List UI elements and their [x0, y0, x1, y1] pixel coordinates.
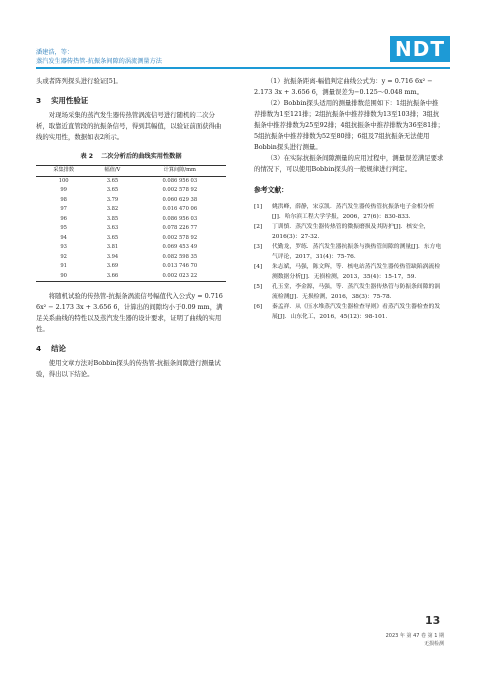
reference-item	[254, 242, 444, 262]
cell-amplitude: 3.65	[106, 177, 119, 184]
section-3-title: 实用性验证	[51, 96, 89, 105]
cell-row-number: 97	[60, 206, 67, 212]
cell-gap: 0.002 023 22	[134, 272, 226, 282]
header-article-title: 蒸汽发生器传热管-抗振条间隙的涡流测量方法	[36, 58, 162, 65]
reference-number: [6]	[254, 304, 263, 310]
cell-amplitude: 3.65	[106, 234, 119, 241]
col-header-gap: 计算间隙/mm	[134, 166, 226, 177]
section-4-paragraph-1: 使用文章方法对Bobbin探头的传热管-抗振条间隙进行测量试验，得出以下结论。	[36, 359, 221, 378]
issue-footer	[386, 632, 444, 648]
table-row	[36, 234, 226, 244]
page-number: 13	[425, 614, 441, 627]
conclusion-1: （1）抗振条距离-幅值判定曲线公式为：y = 0.716 6x² − 2.173 3x + 3.656 6，测量误差为−0.125～0.048 mm。	[254, 77, 433, 96]
section-3-paragraph-2: 将随机试验的传热管-抗振条涡流信号幅值代入公式y = 0.716 6x² − 2.173 3x + 3.656 6，计算出的间隙均小于0.09 mm，满足关系曲线的特性以及蒸汽发生器的设计要求，证明了曲线的实用性。	[36, 292, 223, 333]
cell-amplitude: 3.94	[106, 253, 119, 260]
references-list	[254, 202, 444, 322]
cell-gap: 0.078 226 77	[162, 225, 198, 231]
cell-amplitude: 3.85	[106, 215, 119, 222]
reference-number: [1]	[254, 204, 263, 210]
cell-row-number: 98	[60, 196, 67, 203]
running-header	[36, 48, 162, 66]
section-4-title: 结论	[51, 344, 66, 353]
cell-row-number: 90	[36, 272, 91, 282]
cell-row-number: 99	[60, 187, 67, 193]
table-row	[36, 205, 226, 215]
cell-gap: 0.002 578 92	[162, 187, 198, 193]
issue-info: 2023 年 第 47 卷 第 1 期	[385, 633, 444, 639]
right-column	[254, 76, 444, 322]
table-2-body	[36, 176, 226, 282]
reference-text: 丁训慎．蒸汽发生器传热管的微振磨损及其防护[J]．核安全，2016(3)：27-32．	[272, 224, 430, 240]
header-rule	[36, 67, 450, 69]
reference-text: 朱志斌，马强，陈文辉，等．核电站蒸汽发生器传热管缺陷涡流检测数据分析[J]．无损检测，2013，35(4)：15-17，59．	[272, 264, 441, 280]
conclusion-3: （3）在实际抗振条间隙测量的应用过程中，测量误差满足要求的情况下，可以使用Bobbin探头的一般规律进行判定。	[254, 154, 444, 173]
table-row	[36, 243, 226, 253]
continued-text: 头或者阵列探头进行验证[5]。	[36, 77, 122, 85]
table-row	[36, 253, 226, 263]
cell-gap: 0.016 470 06	[162, 206, 198, 212]
table-row	[36, 272, 226, 282]
table-2-number: 表 2	[80, 153, 94, 160]
table-2-title: 二次分析后的曲线实用性数据	[101, 153, 182, 160]
section-3-paragraph-1: 对现场采集的蒸汽发生器传热管涡流信号进行随机的二次分析，取靠近直管段的抗振条信号，得到其幅值，以验证前面获得曲线的实用性，数据如表2所示。	[36, 111, 222, 141]
table-row	[36, 196, 226, 206]
reference-number: [4]	[254, 264, 263, 270]
cell-gap: 0.060 629 38	[162, 196, 198, 203]
cell-amplitude: 3.82	[106, 206, 119, 212]
journal-name: 无损检测	[423, 641, 444, 647]
cell-row-number: 96	[60, 215, 67, 222]
col-header-amplitude: 幅值/V	[91, 166, 133, 177]
table-row	[36, 176, 226, 186]
reference-text: 秦孟祥．从《压水堆蒸汽发生器检查导则》看蒸汽发生器检查的发展[J]．山东化工，2016，45(12)：98-101．	[272, 304, 441, 320]
cell-gap: 0.086 956 03	[162, 215, 198, 222]
reference-item	[254, 202, 444, 222]
section-4-number: 4	[36, 344, 42, 353]
cell-amplitude: 3.79	[106, 196, 119, 203]
table-row	[36, 224, 226, 234]
header-author: 潘建浩，等：	[36, 49, 74, 56]
table-row	[36, 186, 226, 196]
cell-amplitude: 3.65	[106, 187, 119, 193]
journal-logo: NDT	[390, 36, 450, 62]
reference-text: 代勤龙，罗练．蒸汽发生器抗振条与换热管间隙的测量[J]．东方电气评论，2017，31(4)：75-76．	[272, 244, 442, 260]
reference-number: [2]	[254, 224, 263, 230]
cell-gap: 0.069 453 49	[162, 244, 198, 250]
cell-amplitude: 3.66	[91, 272, 133, 282]
cell-gap: 0.013 746 70	[162, 263, 198, 269]
cell-amplitude: 3.69	[106, 263, 119, 269]
cell-amplitude: 3.81	[106, 244, 119, 250]
cell-row-number: 91	[60, 263, 67, 269]
conclusion-2: （2）Bobbin探头适用的测量排数范围如下：1组抗振条中推荐排数为1至121排；2组抗振条中推荐排数为13至103排；3组抗振条中推荐排数为25至92排；4组抗振条中推荐排数为36至81排；5组抗振条中推荐排数为52至80排；6组及7组抗振条无法使用Bobbin探头进行测量。	[254, 99, 444, 151]
reference-number: [3]	[254, 244, 263, 250]
section-4-heading	[36, 343, 226, 354]
section-3-heading	[36, 95, 226, 106]
table-header-row	[36, 166, 226, 177]
cell-amplitude: 3.63	[106, 225, 119, 231]
table-2-caption	[36, 151, 226, 162]
cell-row-number: 95	[60, 225, 67, 231]
reference-item	[254, 282, 444, 302]
cell-row-number: 93	[60, 244, 67, 250]
reference-number: [5]	[254, 284, 263, 290]
left-column	[36, 76, 226, 380]
reference-text: 孔玉堂，李金源，马强，等．蒸汽发生器传热管与防振条间隙的涡流检测[J]．无损检测，2016，38(3)：75-78．	[272, 284, 441, 300]
table-row	[36, 215, 226, 225]
table-2	[36, 165, 226, 282]
references-heading: 参考文献：	[254, 186, 288, 194]
col-header-row-number: 采集排数	[36, 166, 91, 177]
reference-item	[254, 262, 444, 282]
section-3-number: 3	[36, 96, 42, 105]
reference-item	[254, 302, 444, 322]
cell-row-number: 94	[60, 234, 67, 241]
cell-row-number: 92	[60, 253, 67, 260]
reference-text: 姚洪峰，薛静，宋京凯．蒸汽发生器传热管抗振条电子金相分析[J]．哈尔滨工程大学学报，2006，27(6)：830-833．	[272, 204, 435, 220]
cell-gap: 0.086 956 03	[162, 177, 198, 184]
cell-gap: 0.082 598 35	[162, 253, 198, 260]
cell-gap: 0.002 578 92	[162, 234, 198, 241]
cell-row-number: 100	[58, 177, 69, 184]
reference-item	[254, 222, 444, 242]
table-row	[36, 262, 226, 272]
